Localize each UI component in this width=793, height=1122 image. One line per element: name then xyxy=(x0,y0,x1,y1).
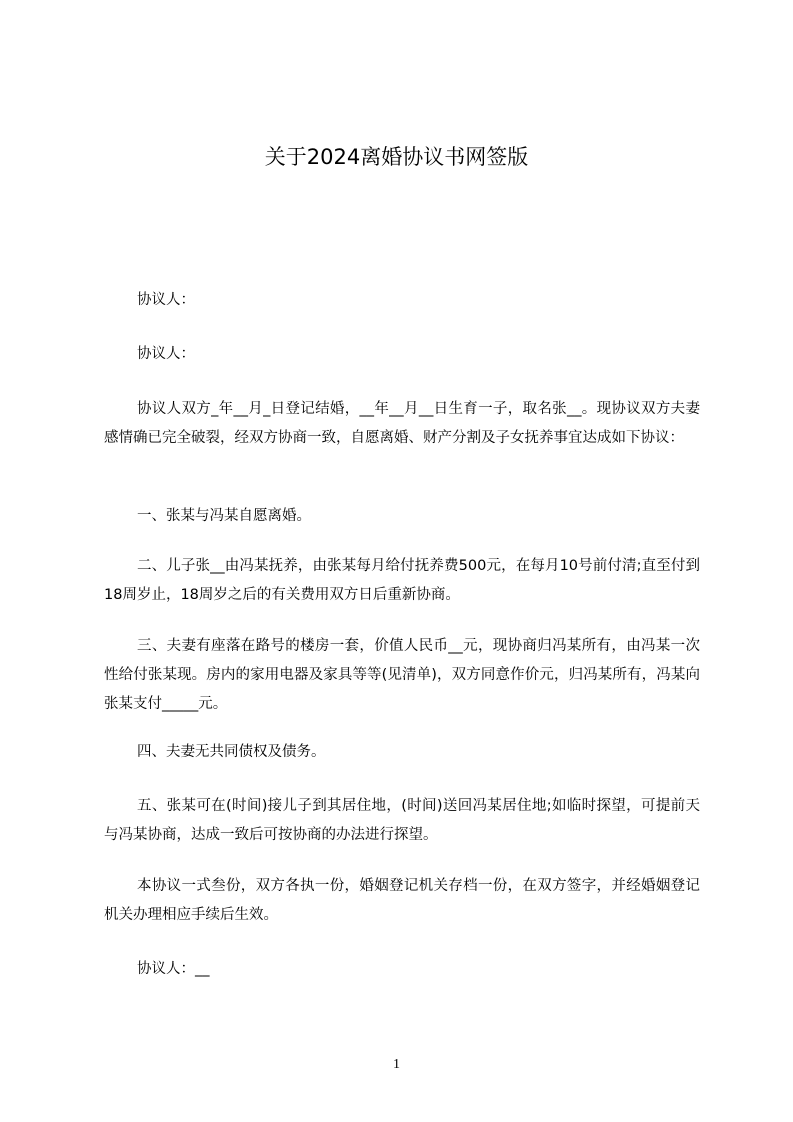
paragraph-party-2: 协议人： xyxy=(137,346,195,362)
paragraph-clause-2: 二、儿子张__由冯某抚养，由张某每月给付抚养费500元，在每月10号前付清;直至付到18周岁止，18周岁之后的有关费用双方日后重新协商。 xyxy=(104,558,700,603)
document-title: 关于2024离婚协议书网签版 xyxy=(264,145,529,169)
paragraph-signature: 协议人：__ xyxy=(137,961,210,977)
paragraph-clause-3: 三、夫妻有座落在路号的楼房一套，价值人民币__元，现协商归冯某所有，由冯某一次性给付张某现。房内的家用电器及家具等等(见清单)，双方同意作价元，归冯某所有，冯某向张某支付_____元。 xyxy=(104,638,700,712)
paragraph-intro: 协议人双方_年__月_日登记结婚，__年__月__日生育一子，取名张__。现协议双方夫妻感情确已完全破裂，经双方协商一致，自愿离婚、财产分割及子女抚养事宜达成如下协议： xyxy=(104,401,700,446)
paragraph-clause-4: 四、夫妻无共同债权及债务。 xyxy=(137,744,326,760)
paragraph-clause-1: 一、张某与冯某自愿离婚。 xyxy=(137,508,311,524)
page-number: 1 xyxy=(393,1057,400,1072)
paragraph-clause-5: 五、张某可在(时间)接儿子到其居住地，(时间)送回冯某居住地;如临时探望，可提前天与冯某协商，达成一致后可按协商的办法进行探望。 xyxy=(104,798,700,843)
paragraph-effectiveness: 本协议一式叁份，双方各执一份，婚姻登记机关存档一份，在双方签字，并经婚姻登记机关办理相应手续后生效。 xyxy=(104,878,700,923)
paragraph-party-1: 协议人： xyxy=(137,292,195,308)
